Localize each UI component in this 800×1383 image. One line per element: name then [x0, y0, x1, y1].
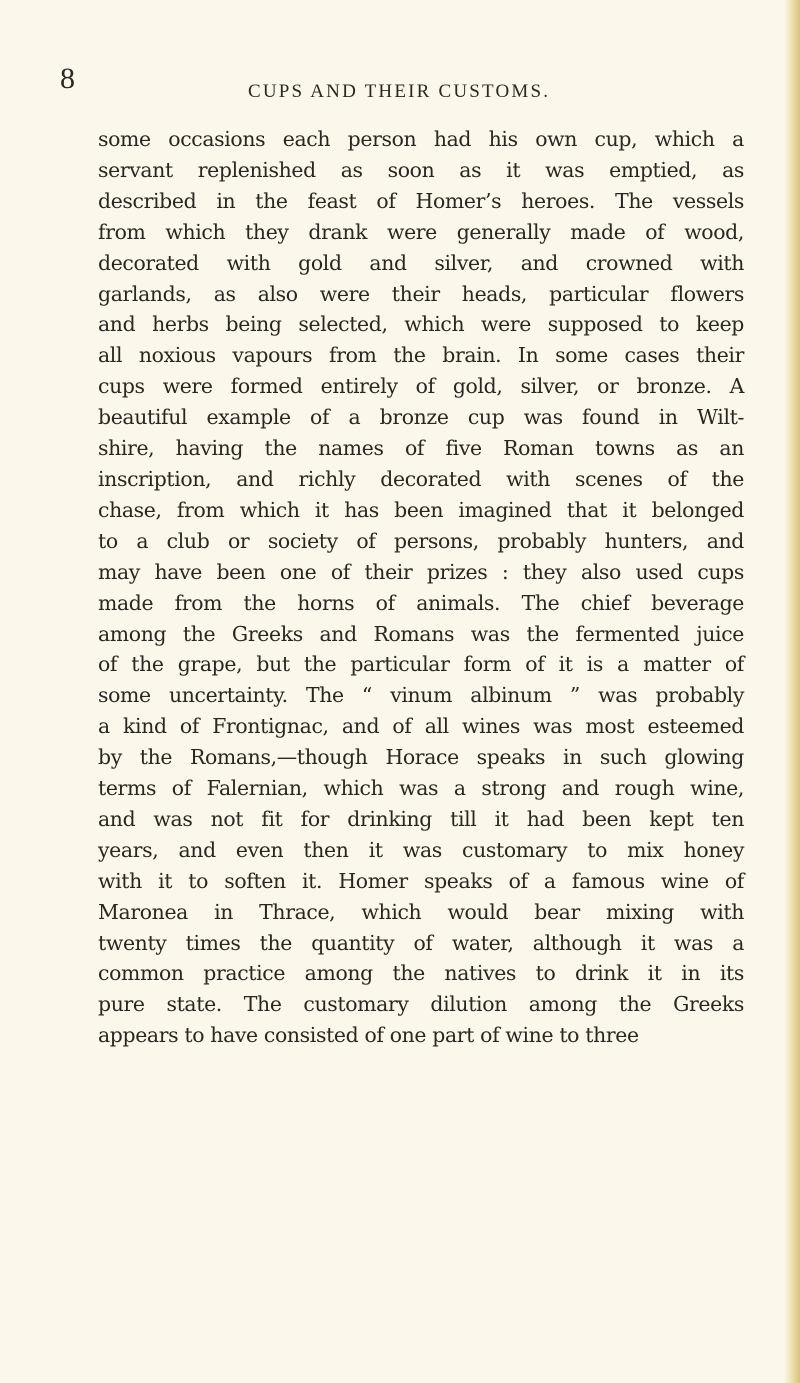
text-line: servant replenished as soon as it was emptied, as	[98, 157, 744, 182]
text-line: from which they drank were generally made of wood,	[98, 219, 744, 244]
text-line: a kind of Frontignac, and of all wines was most esteemed	[98, 714, 744, 739]
text-line: decorated with gold and silver, and crowned with	[98, 250, 744, 275]
text-line: described in the feast of Homer’s heroes. The vessels	[98, 188, 744, 213]
text-line: made from the horns of animals. The chief beverage	[98, 590, 744, 615]
text-line: beautiful example of a bronze cup was found in Wilt-	[98, 405, 744, 430]
text-line: to a club or society of persons, probably hunters, and	[98, 528, 744, 553]
text-line: with it to soften it. Homer speaks of a famous wine of	[98, 868, 744, 893]
text-line: some uncertainty. The “ vinum albinum ” was probably	[98, 683, 744, 708]
text-line: among the Greeks and Romans was the fermented juice	[98, 621, 744, 646]
text-line: by the Romans,—though Horace speaks in such glowing	[98, 745, 744, 770]
text-line: may have been one of their prizes : they also used cups	[98, 559, 744, 584]
text-line: of the grape, but the particular form of it is a matter of	[98, 652, 744, 677]
text-line: pure state. The customary dilution among the Greeks	[98, 992, 744, 1017]
text-line: some occasions each person had his own cup, which a	[98, 127, 744, 151]
text-line: all noxious vapours from the brain. In some cases their	[98, 343, 744, 368]
text-line: cups were formed entirely of gold, silver, or bronze. A	[98, 374, 744, 399]
text-line: twenty times the quantity of water, although it was a	[98, 930, 744, 955]
text-line: appears to have consisted of one part of wine to three	[98, 1023, 639, 1048]
text-line: Maronea in Thrace, which would bear mixing with	[98, 899, 744, 924]
text-line: garlands, as also were their heads, particular flowers	[98, 281, 744, 306]
text-line: terms of Falernian, which was a strong and rough wine,	[98, 776, 744, 801]
text-line: and was not fit for drinking till it had been kept ten	[98, 806, 744, 831]
page-edge-shading	[784, 0, 800, 1383]
text-line: years, and even then it was customary to mix honey	[98, 837, 744, 862]
text-line: common practice among the natives to drink it in its	[98, 961, 744, 986]
text-line: inscription, and richly decorated with scenes of the	[98, 466, 744, 491]
text-line: and herbs being selected, which were supposed to keep	[98, 312, 744, 337]
running-head: CUPS AND THEIR CUSTOMS.	[248, 81, 551, 102]
text-line: shire, having the names of five Roman towns as an	[98, 436, 744, 461]
text-line: chase, from which it has been imagined that it belonged	[98, 497, 744, 522]
body-text	[98, 124, 744, 1051]
page-number: 8	[60, 62, 75, 95]
